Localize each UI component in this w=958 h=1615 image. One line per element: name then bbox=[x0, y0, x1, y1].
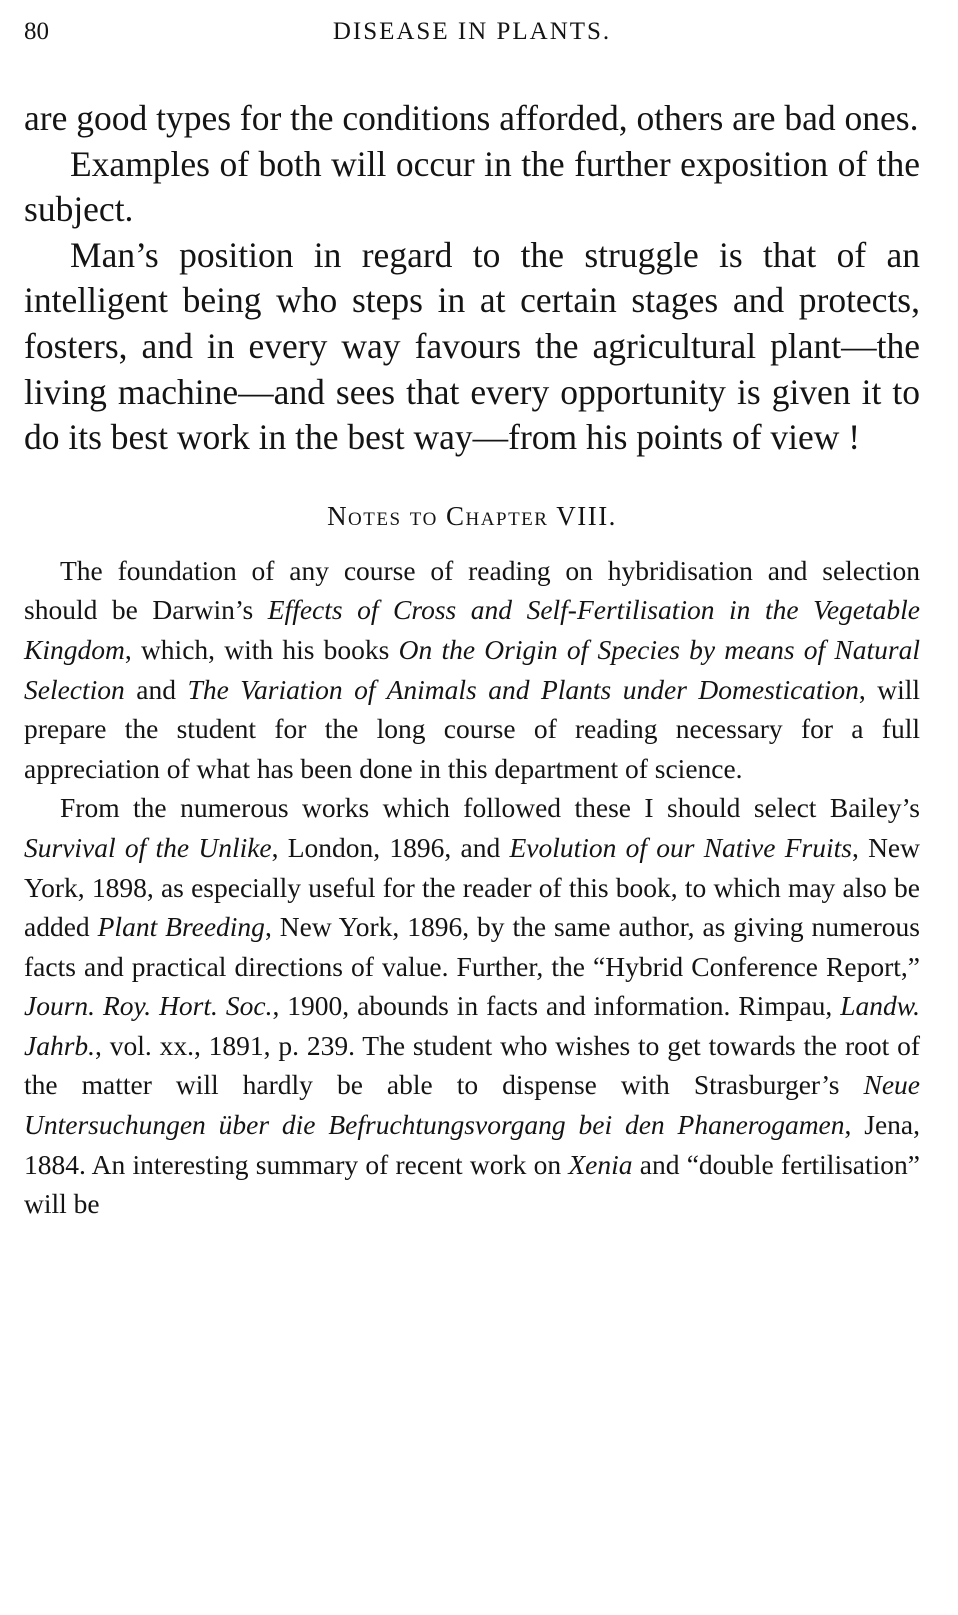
page-number: 80 bbox=[24, 18, 49, 45]
running-head bbox=[24, 14, 920, 54]
note-text: From the numerous works which followed these I should select Bailey’s bbox=[60, 792, 920, 824]
term-xenia: Xenia bbox=[568, 1148, 633, 1180]
book-title-origin-of-species: On the Origin of Species by means of Natural Selection bbox=[24, 633, 920, 705]
book-title-survival-of-the-unlike: Survival of the Unlike bbox=[24, 831, 272, 863]
book-title-neue-untersuchungen: Neue Untersuchungen über die Befruchtungsvorgang bei den Phanerogamen bbox=[24, 1069, 920, 1141]
book-title-evolution-of-native-fruits: Evolution of our Native Fruits bbox=[509, 831, 852, 863]
notes-section bbox=[24, 551, 920, 1224]
running-title: DISEASE IN PLANTS. bbox=[332, 18, 612, 45]
book-title-plant-breeding: Plant Breeding bbox=[97, 911, 265, 943]
note-text: , will prepare the student for the long course of reading necessary for a full appreciation of what has been done in this department of science. bbox=[24, 673, 920, 784]
note-text: , New York, 1898, as especially useful for the reader of this book, to which may also be added bbox=[24, 831, 920, 943]
note-text: and bbox=[124, 673, 188, 705]
note-text: , vol. xx., 1891, p. 239. The student who wishes to get towards the root of the matter will hardly be able to dispense with Strasburger’s bbox=[24, 1029, 920, 1101]
book-page bbox=[24, 14, 920, 1224]
body-paragraph-2: Examples of both will occur in the further exposition of the subject. bbox=[24, 143, 920, 230]
note-text: , 1900, abounds in facts and information. Rimpau, bbox=[272, 990, 841, 1022]
book-title-effects-of-cross: Effects of Cross and Self-Fertilisation in the Vegetable Kingdom bbox=[24, 594, 920, 665]
book-title-variation-of-animals: The Variation of Animals and Plants under Domestication bbox=[187, 673, 859, 705]
note-text: and “double fertilisation” will be bbox=[24, 1148, 920, 1220]
note-paragraph-1 bbox=[24, 551, 920, 789]
body-paragraph-1: are good types for the conditions afforded, others are bad ones. bbox=[24, 98, 919, 138]
note-text: , which, with his books bbox=[124, 633, 399, 665]
notes-heading: Notes to Chapter VIII. bbox=[327, 500, 617, 531]
journal-title-journ-roy-hort-soc: Journ. Roy. Hort. Soc. bbox=[24, 990, 273, 1022]
note-text: The foundation of any course of reading on hybridisation and selection should be Darwin’s bbox=[24, 554, 920, 626]
journal-title-landw-jahrb: Landw. Jahrb. bbox=[24, 990, 920, 1061]
body-text bbox=[24, 96, 920, 461]
note-text: , London, 1896, and bbox=[271, 831, 510, 863]
note-paragraph-2 bbox=[24, 788, 920, 1224]
note-text: , Jena, 1884. An interesting summary of recent work on bbox=[24, 1109, 920, 1180]
body-paragraph-3: Man’s position in regard to the struggle is that of an intelligent being who steps in at certain stages and protects, fosters, and in every way favours the agricultural plant—the living machine—and sees that every opportunity is given it to do its best work in the best way—from his points of view ! bbox=[24, 234, 920, 458]
note-text: , New York, 1896, by the same author, as giving numerous facts and practical directions of value. Further, the “Hybrid Conference Report,” bbox=[24, 911, 920, 982]
